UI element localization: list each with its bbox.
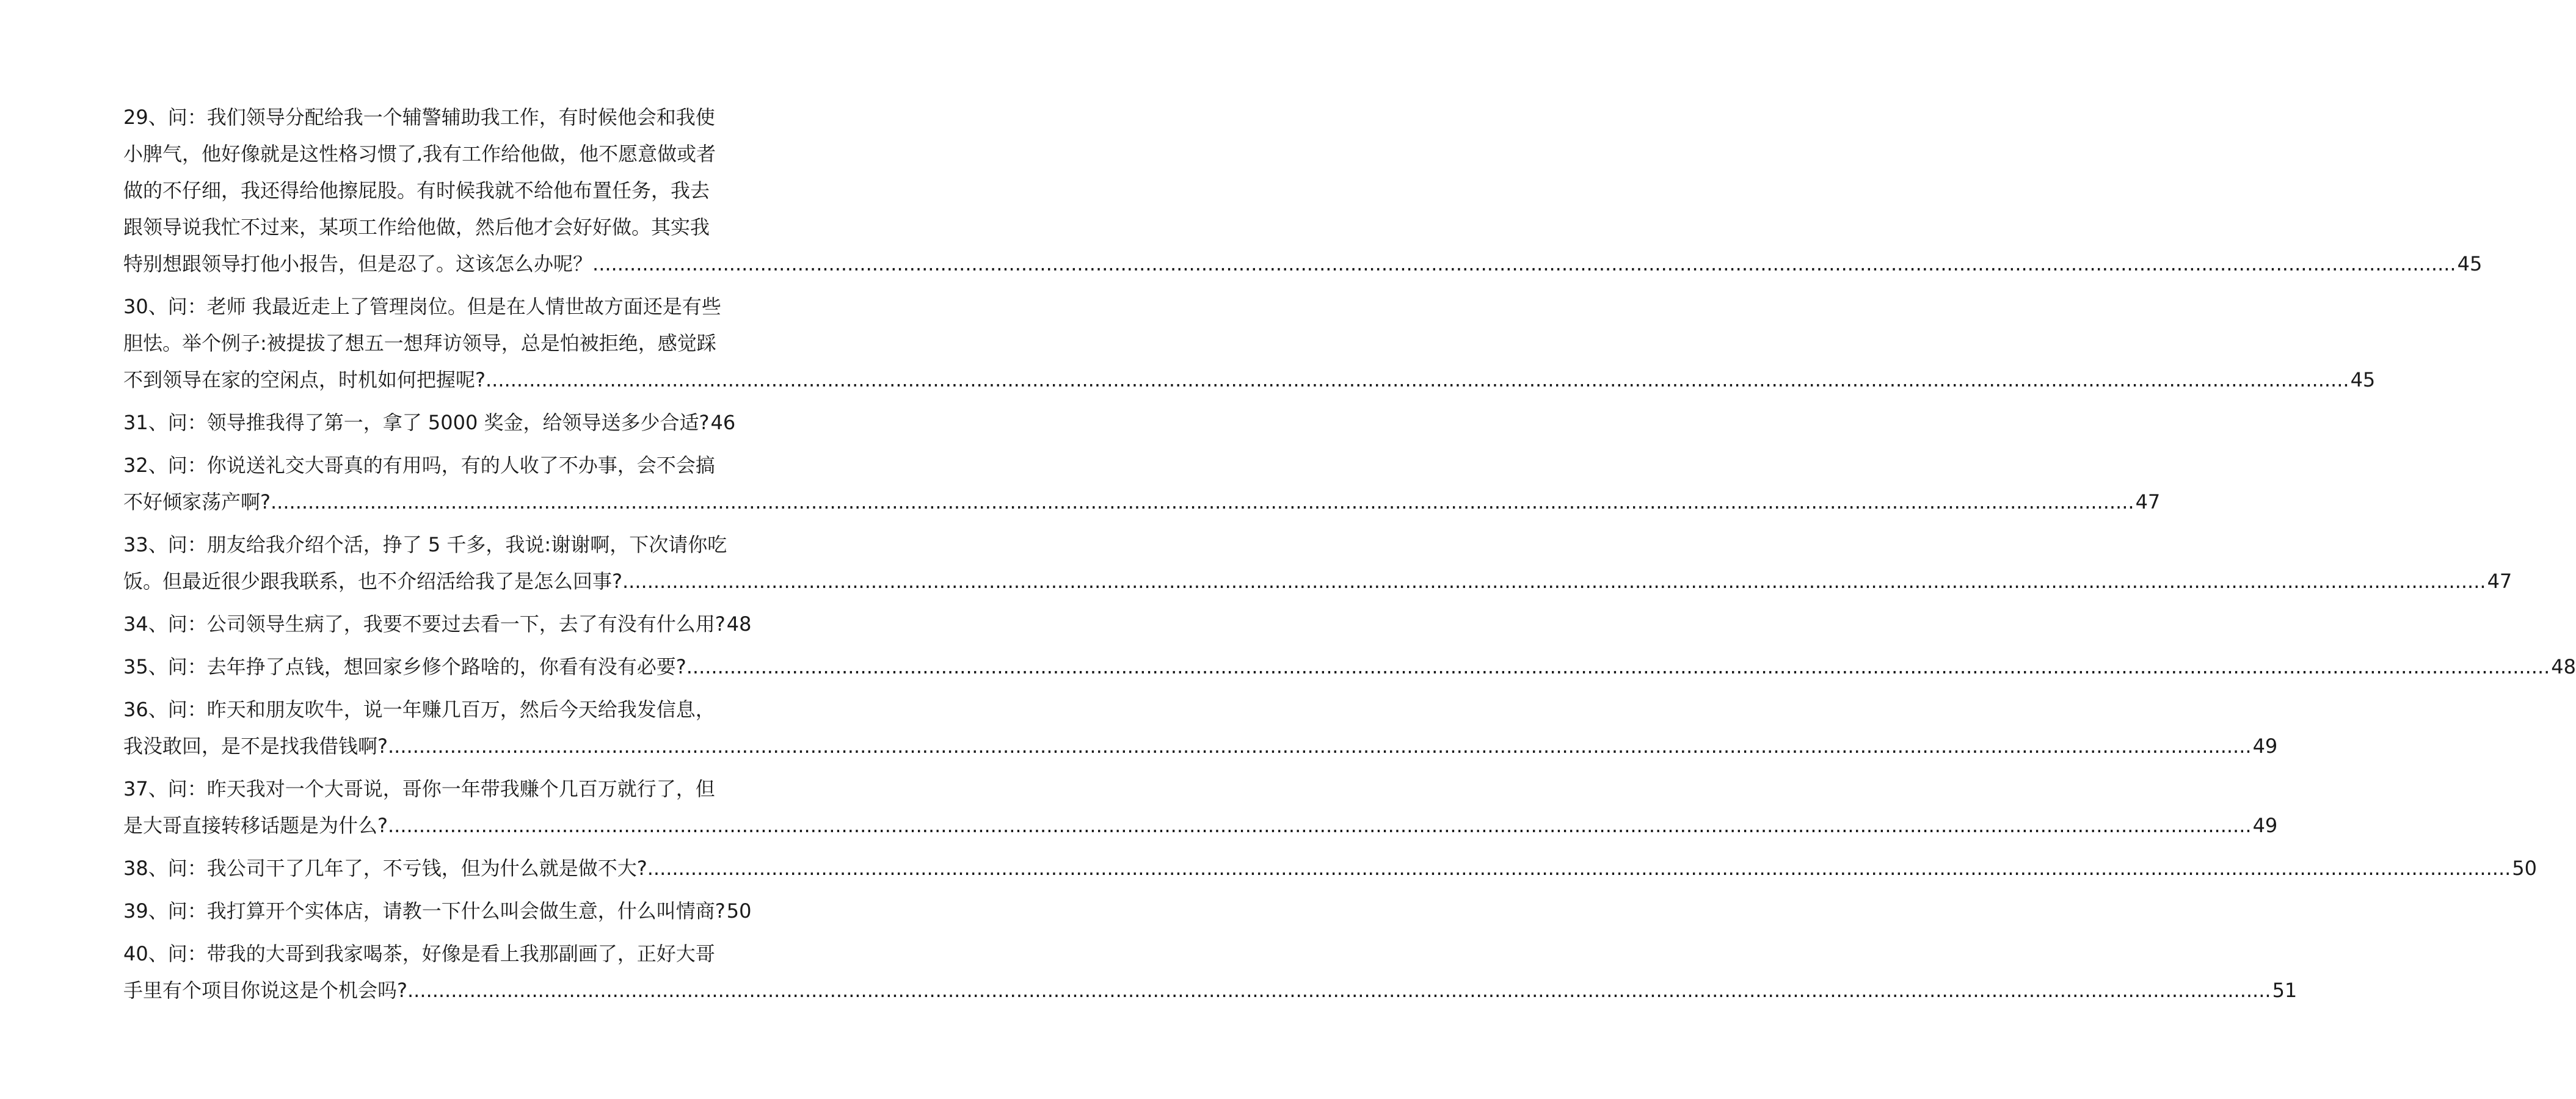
toc-entry-line <box>123 361 2376 398</box>
page-number: 45 <box>2350 368 2376 391</box>
leader-dots: ............................................................................................................................................................................................................................................................................................................ <box>407 979 2271 1002</box>
toc-entry-line: 29、问：我们领导分配给我一个辅警辅助我工作，有时候他会和我使 <box>123 106 715 129</box>
toc-entry-line <box>123 484 2161 520</box>
toc-entry[interactable] <box>123 606 752 642</box>
toc-entry-title: 31、问：领导推我得了第一，拿了 5000 奖金，给领导送多少合适? <box>123 411 710 434</box>
toc-entry-title: 38、问：我公司干了几年了，不亏钱，但为什么就是做不大? <box>123 857 647 880</box>
leader-dots: ............................................................................................................................................................................................................................................................................................................ <box>592 252 2456 275</box>
toc-entry[interactable] <box>123 850 2537 887</box>
toc-entry-line: 30、问：老师 我最近走上了管理岗位。但是在人情世故方面还是有些 <box>123 295 721 318</box>
leader-dots: ............................................................................................................................................................................................................................................................................................................ <box>388 814 2252 837</box>
toc-entry[interactable] <box>123 648 2576 685</box>
toc-entry-line: 37、问：昨天我对一个大哥说，哥你一年带我赚个几百万就行了，但 <box>123 777 715 800</box>
toc-entry-line <box>123 807 2278 844</box>
toc-entry-title: 不到领导在家的空闲点，时机如何把握呢? <box>123 368 486 391</box>
leader-dots: ............................................................................................................................................................................................................................................................................................................ <box>647 857 2511 880</box>
toc-entry-title: 不好倾家荡产啊? <box>123 490 271 513</box>
page-number: 50 <box>726 899 752 923</box>
toc-entry-line: 做的不仔细，我还得给他擦屁股。有时候我就不给他布置任务，我去 <box>123 179 710 202</box>
page-number: 48 <box>726 612 752 636</box>
toc-entry-line: 跟领导说我忙不过来，某项工作给他做，然后他才会好好做。其实我 <box>123 216 710 239</box>
toc-entry-line <box>123 648 2576 685</box>
toc-entry-title: 39、问：我打算开个实体店，请教一下什么叫会做生意，什么叫情商? <box>123 899 726 923</box>
toc-entry-title: 35、问：去年挣了点钱，想回家乡修个路啥的，你看有没有必要? <box>123 655 686 678</box>
toc-entry-line <box>123 972 2298 1009</box>
table-of-contents <box>123 99 2576 1015</box>
toc-entry-line: 小脾气，他好像就是这性格习惯了,我有工作给他做，他不愿意做或者 <box>123 142 716 165</box>
toc-entry-line <box>123 850 2537 887</box>
toc-entry[interactable] <box>123 447 2161 520</box>
page-number: 46 <box>710 411 736 434</box>
page-number: 47 <box>2135 490 2161 513</box>
toc-entry[interactable] <box>123 691 2278 764</box>
toc-entry-title: 34、问：公司领导生病了，我要不要过去看一下，去了有没有什么用? <box>123 612 726 636</box>
toc-entry[interactable] <box>123 99 2483 282</box>
leader-dots: ............................................................................................................................................................................................................................................................................................................ <box>486 368 2349 391</box>
toc-entry[interactable] <box>123 526 2512 600</box>
leader-dots: ............................................................................................................................................................................................................................................................................................................ <box>388 734 2252 758</box>
leader-dots: ............................................................................................................................................................................................................................................................................................................ <box>271 490 2134 513</box>
toc-entry-line <box>123 606 752 642</box>
toc-entry-line <box>123 728 2278 764</box>
toc-entry-line <box>123 893 752 929</box>
toc-entry-line <box>123 404 734 441</box>
toc-entry[interactable] <box>123 404 734 441</box>
page-number: 45 <box>2457 252 2483 275</box>
toc-entry-line: 胆怯。举个例子:被提拔了想五一想拜访领导，总是怕被拒绝，感觉踩 <box>123 332 716 355</box>
toc-entry[interactable] <box>123 935 2298 1009</box>
page-number: 47 <box>2487 570 2512 593</box>
leader-dots: ............................................................................................................................................................................................................................................................................................................ <box>622 570 2486 593</box>
toc-entry-line: 36、问：昨天和朋友吹牛，说一年赚几百万，然后今天给我发信息， <box>123 698 715 721</box>
page-number: 51 <box>2272 979 2298 1002</box>
toc-entry[interactable] <box>123 893 752 929</box>
page-number: 50 <box>2512 857 2537 880</box>
toc-entry-line: 33、问：朋友给我介绍个活，挣了 5 千多，我说:谢谢啊，下次请你吃 <box>123 533 727 556</box>
toc-entry-line <box>123 563 2512 600</box>
toc-entry-line: 32、问：你说送礼交大哥真的有用吗，有的人收了不办事，会不会搞 <box>123 454 715 477</box>
leader-dots: ............................................................................................................................................................................................................................................................................................................ <box>686 655 2550 678</box>
toc-entry-title: 饭。但最近很少跟我联系，也不介绍活给我了是怎么回事? <box>123 570 622 593</box>
toc-entry-title: 特别想跟领导打他小报告，但是忍了。这该怎么办呢？ <box>123 252 593 275</box>
toc-entry-line <box>123 245 2483 282</box>
toc-entry-title: 我没敢回，是不是找我借钱啊? <box>123 734 388 758</box>
toc-entry-line: 40、问：带我的大哥到我家喝茶，好像是看上我那副画了，正好大哥 <box>123 942 715 965</box>
page-number: 48 <box>2551 655 2576 678</box>
toc-entry[interactable] <box>123 288 2376 398</box>
page-number: 49 <box>2252 734 2278 758</box>
toc-entry[interactable] <box>123 771 2278 844</box>
toc-entry-title: 是大哥直接转移话题是为什么? <box>123 814 388 837</box>
toc-entry-title: 手里有个项目你说这是个机会吗? <box>123 979 407 1002</box>
page-number: 49 <box>2252 814 2278 837</box>
